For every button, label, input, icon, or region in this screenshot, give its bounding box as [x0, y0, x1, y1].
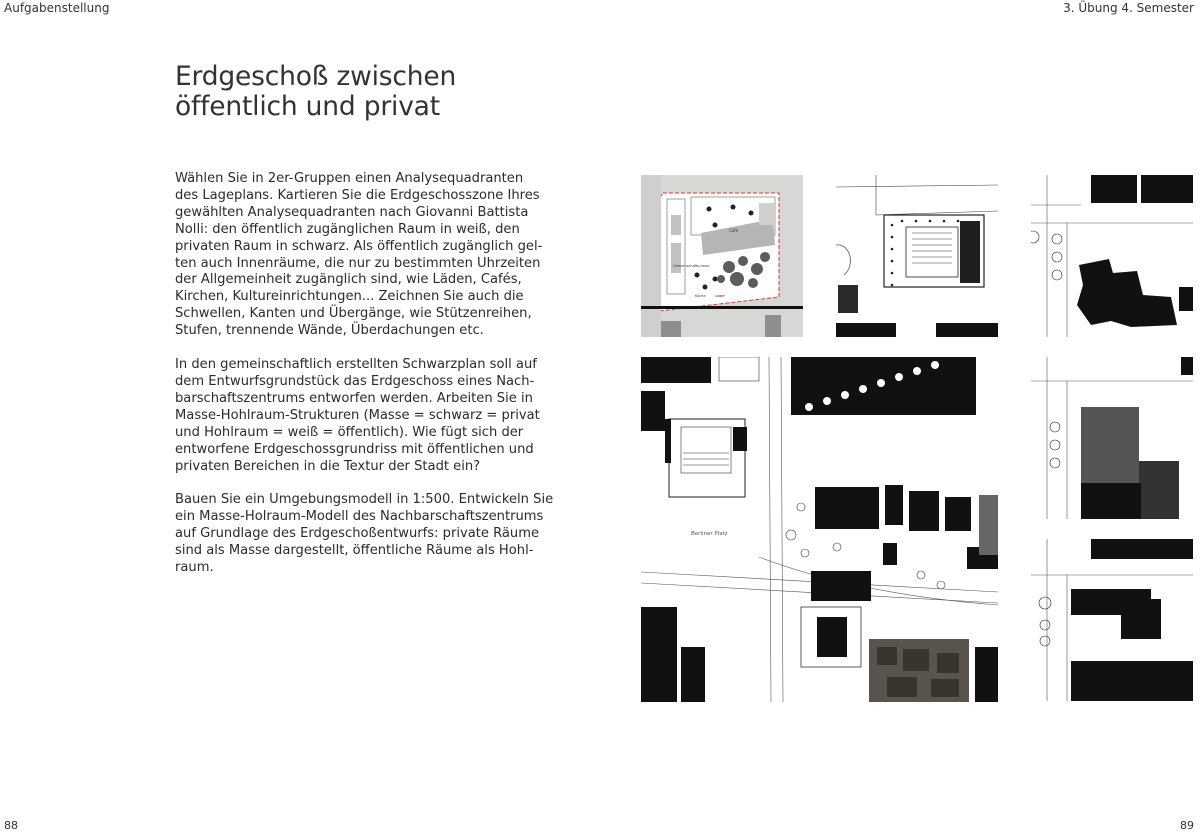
plan-label-storage: Lager — [715, 294, 725, 298]
plan-label-cafe: Café — [729, 228, 739, 233]
course-header: 3. Übung 4. Semester — [1063, 1, 1194, 15]
map-label-square: Berliner Platz — [691, 531, 728, 537]
page-number-left: 88 — [4, 819, 18, 832]
black-plan-figure-top — [1031, 175, 1193, 337]
line-plan-figure — [836, 175, 998, 337]
title-line-2: öffentlich und privat — [175, 91, 440, 122]
plan-label-kitchen: Küche — [695, 294, 706, 298]
paragraph-design: In den gemeinschaftlich erstellten Schwarzplan soll auf dem Entwurfsgrundstück das Erdgeschoss eines Nach- barschaftszentrums entworfen werden. Arbeiten Sie in Masse-Hohlraum-Strukturen (Masse = schwarz = privat und Hohlraum = weiß = öffentlich). Wie fügt sich der entworfene Erdgeschossgrundriss mit öffentlichen und privaten Bereichen in die Textur der Stadt ein? — [175, 357, 540, 474]
title-line-1: Erdgeschoß zwischen — [175, 61, 457, 92]
black-plan-figure-bottom — [1031, 539, 1193, 701]
paragraph-analysis: Wählen Sie in 2er-Gruppen einen Analysequadranten des Lageplans. Kartieren Sie die Erdgeschosszone Ihres gewählten Analysequadranten nach Giovanni Battista Nolli: den öffentlich zugänglichen Raum in weiß, den privaten Raum in schwarz. Als öffentlich zugänglich gel- ten auch Innenräume, die nur zu bestimmten Uhrzeiten der Allgemeinheit zugänglich sind, wie Läden, Cafés, Kirchen, Kultureinrichtungen... Zeichnen Sie auch die Schwellen, Kanten und Übergänge, wie Stützenreihen, Stufen, trennende Wände, Überdachungen etc. — [175, 171, 543, 339]
floor-plan-figure — [641, 175, 803, 337]
black-plan-figure-middle — [1031, 357, 1193, 519]
page-number-right: 89 — [1180, 819, 1194, 832]
paragraph-model: Bauen Sie ein Umgebungsmodell in 1:500. Entwickeln Sie ein Masse-Holraum-Modell des Nachbarschaftszentrums auf Grundlage des Erdgeschoßentwurfs: private Räume sind als Masse dargestellt, öffentliche Räume als Hohl- raum. — [175, 492, 554, 576]
section-header: Aufgabenstellung — [4, 1, 110, 15]
plan-label-room: Gemeinschafts-raum — [673, 264, 710, 268]
page-title — [175, 62, 456, 122]
task-description — [175, 171, 560, 594]
city-map-figure — [641, 357, 998, 702]
